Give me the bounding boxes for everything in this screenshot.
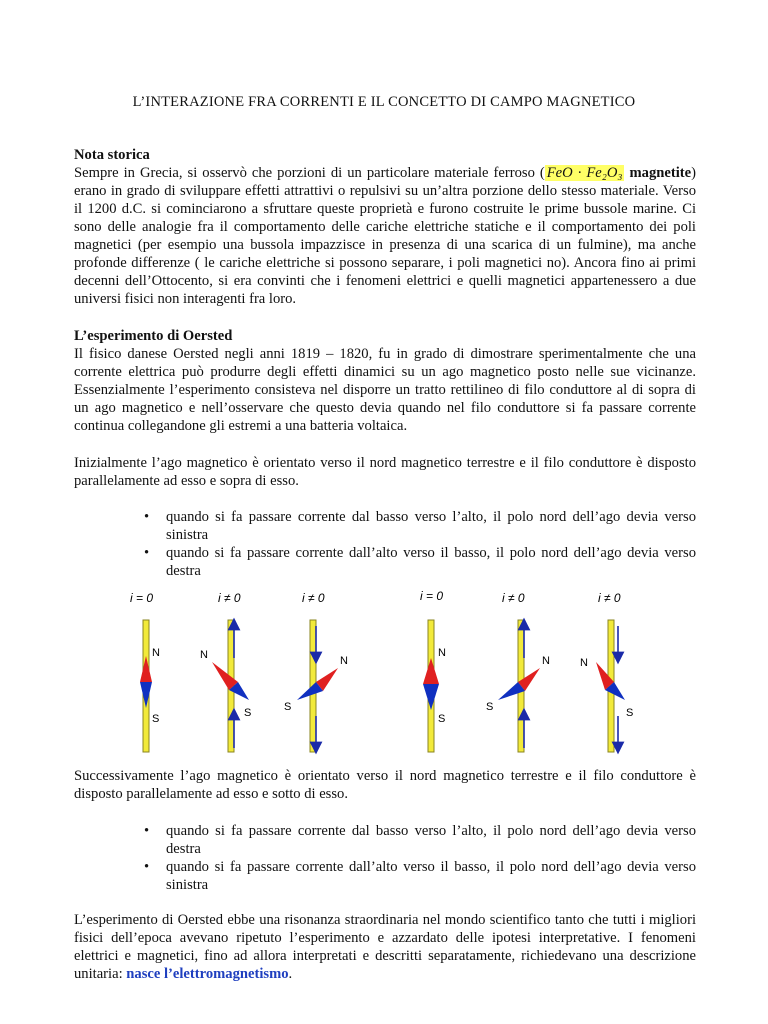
list-item-text: quando si fa passare corrente dall’alto verso il basso, il polo nord dell’ago devia verso destra	[166, 545, 696, 579]
list-item-text: quando si fa passare corrente dal basso verso l’alto, il polo nord dell’ago devia verso destra	[166, 823, 696, 857]
paragraph	[74, 911, 696, 983]
current-label-3: i ≠ 0	[302, 591, 325, 605]
section-oersted	[74, 327, 696, 435]
paragraph-block	[74, 767, 696, 803]
list-item	[74, 544, 696, 580]
paragraph-block	[74, 911, 696, 983]
paragraph-block	[74, 454, 696, 490]
needle-north	[423, 658, 439, 684]
bullet-dot: •	[144, 859, 150, 875]
panel-5	[486, 620, 550, 752]
document-title: L’INTERAZIONE FRA CORRENTI E IL CONCETTO DI CAMPO MAGNETICO	[132, 94, 636, 110]
panel-4	[423, 620, 446, 752]
north-label: N	[340, 655, 348, 667]
list-item-text: quando si fa passare corrente dall’alto verso il basso, il polo nord dell’ago devia verso sinistra	[166, 859, 696, 893]
current-label-4: i = 0	[420, 589, 444, 603]
paragraph-text: .	[288, 966, 293, 982]
needle-south	[423, 684, 439, 710]
list-item	[74, 508, 696, 544]
current-label-6: i ≠ 0	[598, 591, 621, 605]
list-item	[74, 822, 696, 858]
panel-2	[200, 620, 251, 752]
south-label: S	[626, 707, 634, 719]
bullet-dot: •	[144, 509, 150, 525]
list-item	[74, 858, 696, 894]
section-heading: L’esperimento di Oersted	[74, 328, 233, 344]
bullet-list-2	[74, 822, 696, 894]
paragraph-text: ) erano in grado di sviluppare effetti attrattivi o repulsivi su un’altra porzione dello stesso materiale. Verso il 1200 d.C. si cominciarono a sfruttare queste proprietà e furono costruite le prime bussole marine. Ci sono delle analogie fra il comportamento delle cariche elettriche statiche e il comportamento dei poli magnetici (per esempio una bussola impazzisce in presenza di una scarica di un fulmine), ma anche profonde differenze ( le cariche elettriche si possono separare, i poli magnetici no). Ancora fino ai primi decenni dell’Ottocento, si era convinti che i fenomeni elettrici e quelli magnetici appartenessero a due universi fisici non interagenti fra loro.	[74, 165, 696, 307]
south-label: S	[284, 701, 292, 713]
formula-highlight: FeO · Fe₂O₃	[546, 165, 623, 181]
paragraph	[74, 164, 696, 308]
bullet-list-1	[74, 508, 696, 580]
bullet-dot: •	[144, 545, 150, 561]
panel-6	[580, 620, 633, 752]
south-label: S	[438, 713, 446, 725]
north-label: N	[580, 657, 588, 669]
elettromagnetismo-highlight: nasce l’elettromagnetismo	[126, 966, 289, 982]
magnetite-term: magnetite	[629, 165, 692, 181]
panel-label	[130, 589, 621, 605]
list-item-text: quando si fa passare corrente dal basso verso l’alto, il polo nord dell’ago devia verso sinistra	[166, 509, 696, 543]
panel-3	[284, 620, 348, 752]
paragraph: Il fisico danese Oersted negli anni 1819 – 1820, fu in grado di dimostrare sperimentalmente che una corrente elettrica può produrre degli effetti dinamici su un ago magnetico posto nelle sue vicinanze. Essenzialmente l’esperimento consisteva nel disporre un tratto rettilineo di filo conduttore al di sopra di un ago magnetico e nell’osservare che questo devia quando nel filo conduttore si fa passare corrente continua collegandone gli estremi a una batteria voltaica.	[74, 346, 696, 434]
section-nota-storica	[74, 146, 696, 308]
north-label: N	[542, 655, 550, 667]
south-label: S	[486, 701, 494, 713]
current-label-2: i ≠ 0	[218, 591, 241, 605]
south-label: S	[244, 707, 252, 719]
current-label-5: i ≠ 0	[502, 591, 525, 605]
needle-north	[140, 656, 152, 682]
paragraph-text: Sempre in Grecia, si osservò che porzioni di un particolare materiale ferroso (	[74, 165, 545, 181]
paragraph: Inizialmente l’ago magnetico è orientato verso il nord magnetico terrestre e il filo conduttore è disposto parallelamente ad esso e sopra di esso.	[74, 455, 696, 489]
section-heading: Nota storica	[74, 147, 150, 163]
panel-1	[140, 620, 160, 752]
paragraph-text: L’esperimento di Oersted ebbe una risonanza straordinaria nel mondo scientifico tanto che tutti i migliori fisici dell’epoca avevano ripetuto l’esperimento e azzardato delle ipotesi interpretative. I fenomeni elettrici e magnetici, fino ad allora interpretati e descritti separatamente, richiedevano una descrizione unitaria:	[74, 912, 696, 982]
oersted-diagram	[120, 586, 660, 756]
needle-south	[140, 682, 152, 708]
current-label-1: i = 0	[130, 591, 154, 605]
paragraph: Successivamente l’ago magnetico è orientato verso il nord magnetico terrestre e il filo conduttore è disposto parallelamente ad esso e sotto di esso.	[74, 768, 696, 802]
north-label: N	[200, 649, 208, 661]
north-label: N	[438, 647, 446, 659]
north-label: N	[152, 647, 160, 659]
south-label: S	[152, 713, 160, 725]
bullet-dot: •	[144, 823, 150, 839]
